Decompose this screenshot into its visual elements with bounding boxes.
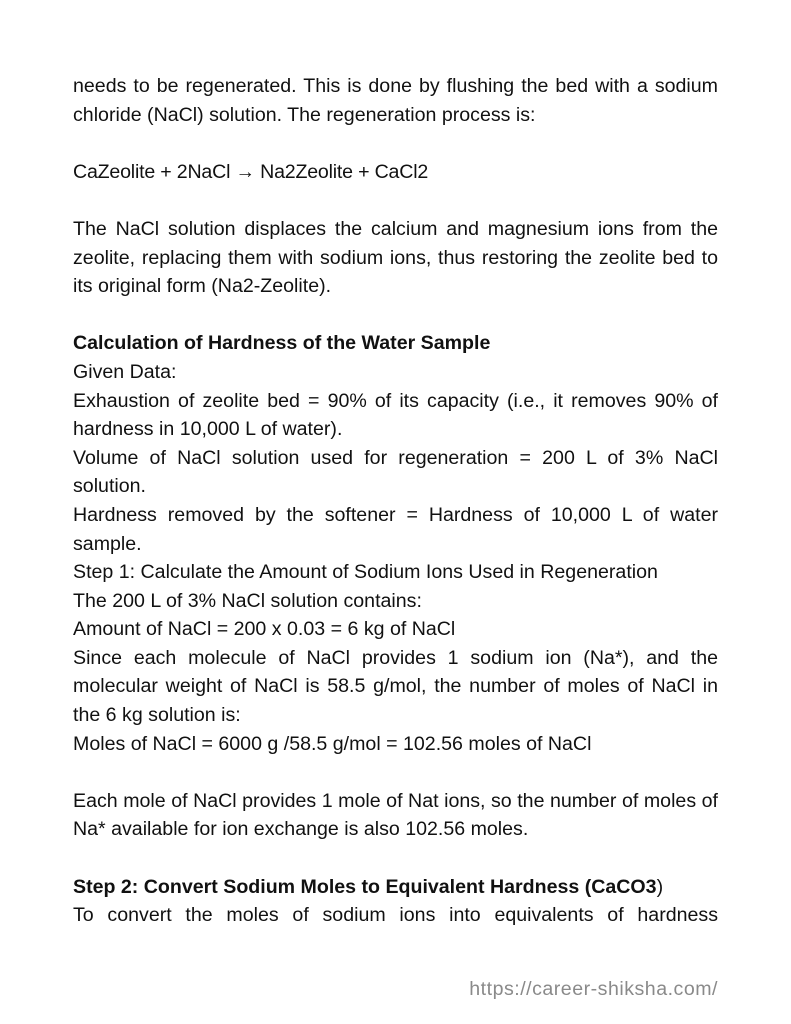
step2-heading-tail: )	[656, 875, 664, 898]
spacer	[73, 186, 718, 215]
each-mole-paragraph: Each mole of NaCl provides 1 mole of Nat ions, so the number of moles of Na* available for ion exchange is also 102.56 moles.	[73, 789, 718, 841]
spacer	[73, 129, 718, 158]
given-data-label: Given Data:	[73, 360, 177, 383]
step2-heading-bold: Step 2: Convert Sodium Moles to Equivalent Hardness (CaCO3	[73, 875, 657, 898]
given-item-exhaustion: Exhaustion of zeolite bed = 90% of its capacity (i.e., it removes 90% of hardness in 10,000 L of water).	[73, 389, 718, 441]
document-page	[73, 72, 718, 930]
spacer	[73, 301, 718, 330]
given-item-volume: Volume of NaCl solution used for regeneration = 200 L of 3% NaCl solution.	[73, 446, 718, 498]
step2-line1: To convert the moles of sodium ions into equivalents of hardness	[73, 904, 718, 927]
displacement-paragraph: The NaCl solution displaces the calcium and magnesium ions from the zeolite, replacing them with sodium ions, thus restoring the zeolite bed to its original form (Na2-Zeolite).	[73, 217, 718, 298]
intro-paragraph: needs to be regenerated. This is done by flushing the bed with a sodium chloride (NaCl) solution. The regeneration process is:	[73, 75, 718, 126]
given-item-hardness: Hardness removed by the softener = Hardness of 10,000 L of water sample.	[73, 503, 718, 555]
step1-heading: Step 1: Calculate the Amount of Sodium Ions Used in Regeneration	[73, 561, 658, 584]
step1-line2: Amount of NaCl = 200 x 0.03 = 6 kg of NaCl	[73, 618, 456, 641]
watermark-url: https://career-shiksha.com/	[469, 978, 718, 1000]
step2-heading	[73, 873, 718, 902]
regeneration-equation: CaZeolite + 2NaCl → Na2Zeolite + CaCl2	[73, 160, 429, 183]
spacer	[73, 844, 718, 873]
spacer	[73, 758, 718, 787]
step1-moles-line: Moles of NaCl = 6000 g /58.5 g/mol = 102.56 moles of NaCl	[73, 732, 592, 755]
step1-paragraph: Since each molecule of NaCl provides 1 sodium ion (Na*), and the molecular weight of NaCl is 58.5 g/mol, the number of moles of NaCl in the 6 kg solution is:	[73, 646, 718, 727]
section-heading: Calculation of Hardness of the Water Sample	[73, 332, 491, 355]
step1-line1: The 200 L of 3% NaCl solution contains:	[73, 589, 422, 612]
